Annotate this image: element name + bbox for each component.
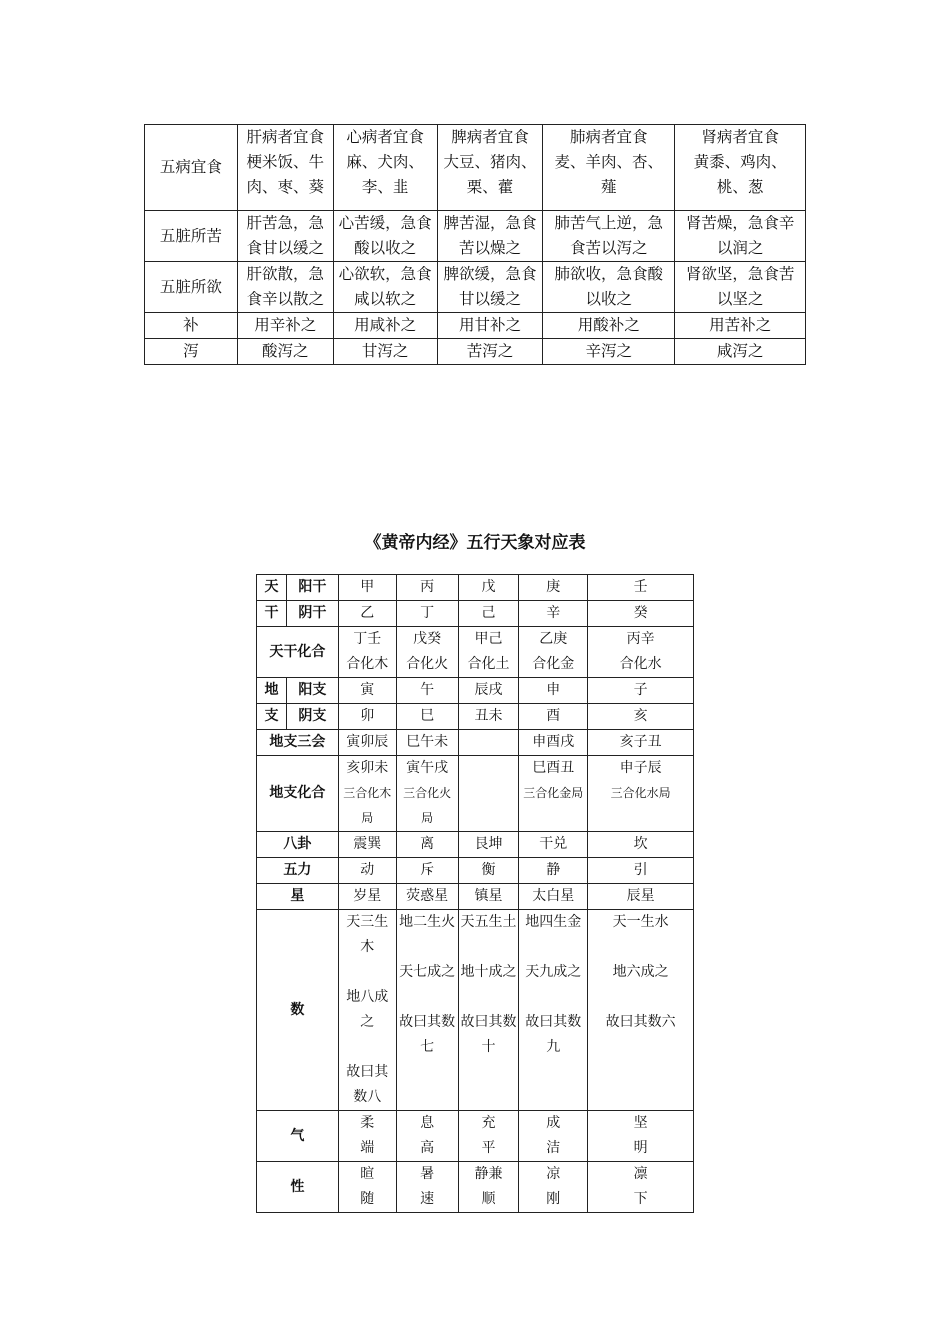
cell	[338, 756, 396, 832]
cell: 用辛补之	[237, 313, 333, 339]
row-qi	[257, 1111, 694, 1162]
cell: 引	[588, 858, 694, 884]
row-header: 泻	[145, 339, 238, 365]
row-header: 五脏所苦	[145, 211, 238, 262]
cell: 巳	[396, 704, 458, 730]
cell: 甲己 合化土	[458, 627, 519, 678]
label-wuli: 五力	[257, 858, 339, 884]
cell-bottom: 三合化火 局	[403, 786, 452, 825]
five-elements-celestial-table	[256, 574, 694, 1213]
cell: 寅	[338, 678, 396, 704]
cell: 癸	[588, 601, 694, 627]
row-dizhi-yin	[257, 704, 694, 730]
cell: 亥	[588, 704, 694, 730]
row-xie	[145, 339, 806, 365]
cell: 申	[519, 678, 588, 704]
cell: 子	[588, 678, 694, 704]
group-tiangan-top: 天	[257, 575, 287, 601]
cell: 乙	[338, 601, 396, 627]
cell: 用苦补之	[675, 313, 806, 339]
cell: 太白星	[519, 884, 588, 910]
cell-top: 申子辰	[619, 760, 662, 776]
cell: 苦泻之	[437, 339, 543, 365]
cell: 申酉戌	[519, 730, 588, 756]
cell: 午	[396, 678, 458, 704]
label-dizhi-hehua: 地支化合	[257, 756, 339, 832]
cell: 咸泻之	[675, 339, 806, 365]
cell: 肺苦气上逆，急 食苦以泻之	[543, 211, 675, 262]
cell: 充 平	[458, 1111, 519, 1162]
cell: 肺欲收，急食酸 以收之	[543, 262, 675, 313]
label-yingan: 阴干	[286, 601, 338, 627]
cell: 成 洁	[519, 1111, 588, 1162]
cell	[519, 756, 588, 832]
cell: 凉 刚	[519, 1162, 588, 1213]
row-header: 五脏所欲	[145, 262, 238, 313]
label-yanggan: 阳干	[286, 575, 338, 601]
cell: 地四生金 天九成之 故曰其数 九	[519, 910, 588, 1111]
cell: 心欲软，急食 咸以软之	[333, 262, 437, 313]
cell	[458, 730, 519, 756]
five-diseases-table	[144, 124, 806, 365]
cell: 息 高	[396, 1111, 458, 1162]
cell: 动	[338, 858, 396, 884]
cell-top: 寅午戌	[406, 760, 449, 776]
group-dizhi-top: 地	[257, 678, 287, 704]
cell: 戊癸 合化火	[396, 627, 458, 678]
cell: 壬	[588, 575, 694, 601]
cell: 暑 速	[396, 1162, 458, 1213]
cell: 暄 随	[338, 1162, 396, 1213]
cell: 丙	[396, 575, 458, 601]
cell: 心病者宜食 麻、犬肉、 李、韭	[333, 125, 437, 211]
cell: 己	[458, 601, 519, 627]
cell: 艮坤	[458, 832, 519, 858]
label-shu: 数	[257, 910, 339, 1111]
row-tiangan-yang	[257, 575, 694, 601]
row-wuzang-suoyu	[145, 262, 806, 313]
row-dizhi-hehua	[257, 756, 694, 832]
cell: 脾欲缓，急食 甘以缓之	[437, 262, 543, 313]
cell-top: 亥卯未	[346, 760, 389, 776]
cell: 酸泻之	[237, 339, 333, 365]
cell-bottom: 三合化金局	[523, 786, 584, 800]
label-yinzhi: 阴支	[286, 704, 338, 730]
cell: 镇星	[458, 884, 519, 910]
cell: 衡	[458, 858, 519, 884]
row-tiangan-hehua	[257, 627, 694, 678]
cell: 心苦缓，急食 酸以收之	[333, 211, 437, 262]
cell-bottom: 三合化木 局	[343, 786, 392, 825]
cell: 丙辛 合化水	[588, 627, 694, 678]
cell: 用酸补之	[543, 313, 675, 339]
cell: 乙庚 合化金	[519, 627, 588, 678]
cell-bottom: 三合化水局	[610, 786, 671, 800]
label-qi: 气	[257, 1111, 339, 1162]
cell	[396, 756, 458, 832]
cell: 肝病者宜食 梗米饭、牛 肉、枣、葵	[237, 125, 333, 211]
label-xingzhi: 性	[257, 1162, 339, 1213]
cell-top: 巳酉丑	[532, 760, 575, 776]
group-dizhi-bottom: 支	[257, 704, 287, 730]
cell: 甘泻之	[333, 339, 437, 365]
cell: 庚	[519, 575, 588, 601]
cell: 肺病者宜食 麦、羊肉、杏、 薤	[543, 125, 675, 211]
cell: 坎	[588, 832, 694, 858]
cell: 干兑	[519, 832, 588, 858]
cell: 酉	[519, 704, 588, 730]
cell: 用甘补之	[437, 313, 543, 339]
cell: 寅卯辰	[338, 730, 396, 756]
cell: 震巽	[338, 832, 396, 858]
cell: 辰戌	[458, 678, 519, 704]
label-bagua: 八卦	[257, 832, 339, 858]
cell: 天一生水 地六成之 故曰其数六	[588, 910, 694, 1111]
cell: 亥子丑	[588, 730, 694, 756]
cell: 戊	[458, 575, 519, 601]
row-xing	[257, 884, 694, 910]
label-dizhi-sanhui: 地支三会	[257, 730, 339, 756]
row-bu	[145, 313, 806, 339]
cell: 静兼 顺	[458, 1162, 519, 1213]
cell: 用咸补之	[333, 313, 437, 339]
cell: 荧惑星	[396, 884, 458, 910]
row-dizhi-yang	[257, 678, 694, 704]
cell: 辛	[519, 601, 588, 627]
cell: 岁星	[338, 884, 396, 910]
cell: 巳午未	[396, 730, 458, 756]
group-tiangan-bottom: 干	[257, 601, 287, 627]
label-xing: 星	[257, 884, 339, 910]
row-dizhi-sanhui	[257, 730, 694, 756]
cell: 肾苦燥，急食辛 以润之	[675, 211, 806, 262]
cell: 辰星	[588, 884, 694, 910]
cell: 辛泻之	[543, 339, 675, 365]
row-bagua	[257, 832, 694, 858]
row-shu	[257, 910, 694, 1111]
cell: 坚 明	[588, 1111, 694, 1162]
cell	[588, 756, 694, 832]
cell: 柔 端	[338, 1111, 396, 1162]
cell: 斥	[396, 858, 458, 884]
cell: 离	[396, 832, 458, 858]
row-header: 补	[145, 313, 238, 339]
table2-title: 《黄帝内经》五行天象对应表	[364, 533, 586, 553]
label-tiangan-hehua: 天干化合	[257, 627, 339, 678]
row-wubing-yishi	[145, 125, 806, 211]
row-wuzang-suoku	[145, 211, 806, 262]
cell	[458, 756, 519, 832]
row-wuli	[257, 858, 694, 884]
cell: 静	[519, 858, 588, 884]
cell: 肝欲散，急 食辛以散之	[237, 262, 333, 313]
cell: 丑未	[458, 704, 519, 730]
cell: 肝苦急，急 食甘以缓之	[237, 211, 333, 262]
cell: 肾病者宜食 黄黍、鸡肉、 桃、葱	[675, 125, 806, 211]
cell: 脾病者宜食 大豆、猪肉、 栗、藿	[437, 125, 543, 211]
cell: 甲	[338, 575, 396, 601]
row-header: 五病宜食	[145, 125, 238, 211]
cell: 卯	[338, 704, 396, 730]
cell: 脾苦湿，急食 苦以燥之	[437, 211, 543, 262]
label-yangzhi: 阳支	[286, 678, 338, 704]
cell: 天三生 木 地八成 之 故曰其 数八	[338, 910, 396, 1111]
row-xingzhi	[257, 1162, 694, 1213]
cell: 天五生土 地十成之 故曰其数 十	[458, 910, 519, 1111]
row-tiangan-yin	[257, 601, 694, 627]
cell: 肾欲坚，急食苦 以坚之	[675, 262, 806, 313]
cell: 丁壬 合化木	[338, 627, 396, 678]
cell: 地二生火 天七成之 故曰其数 七	[396, 910, 458, 1111]
cell: 丁	[396, 601, 458, 627]
cell: 凛 下	[588, 1162, 694, 1213]
